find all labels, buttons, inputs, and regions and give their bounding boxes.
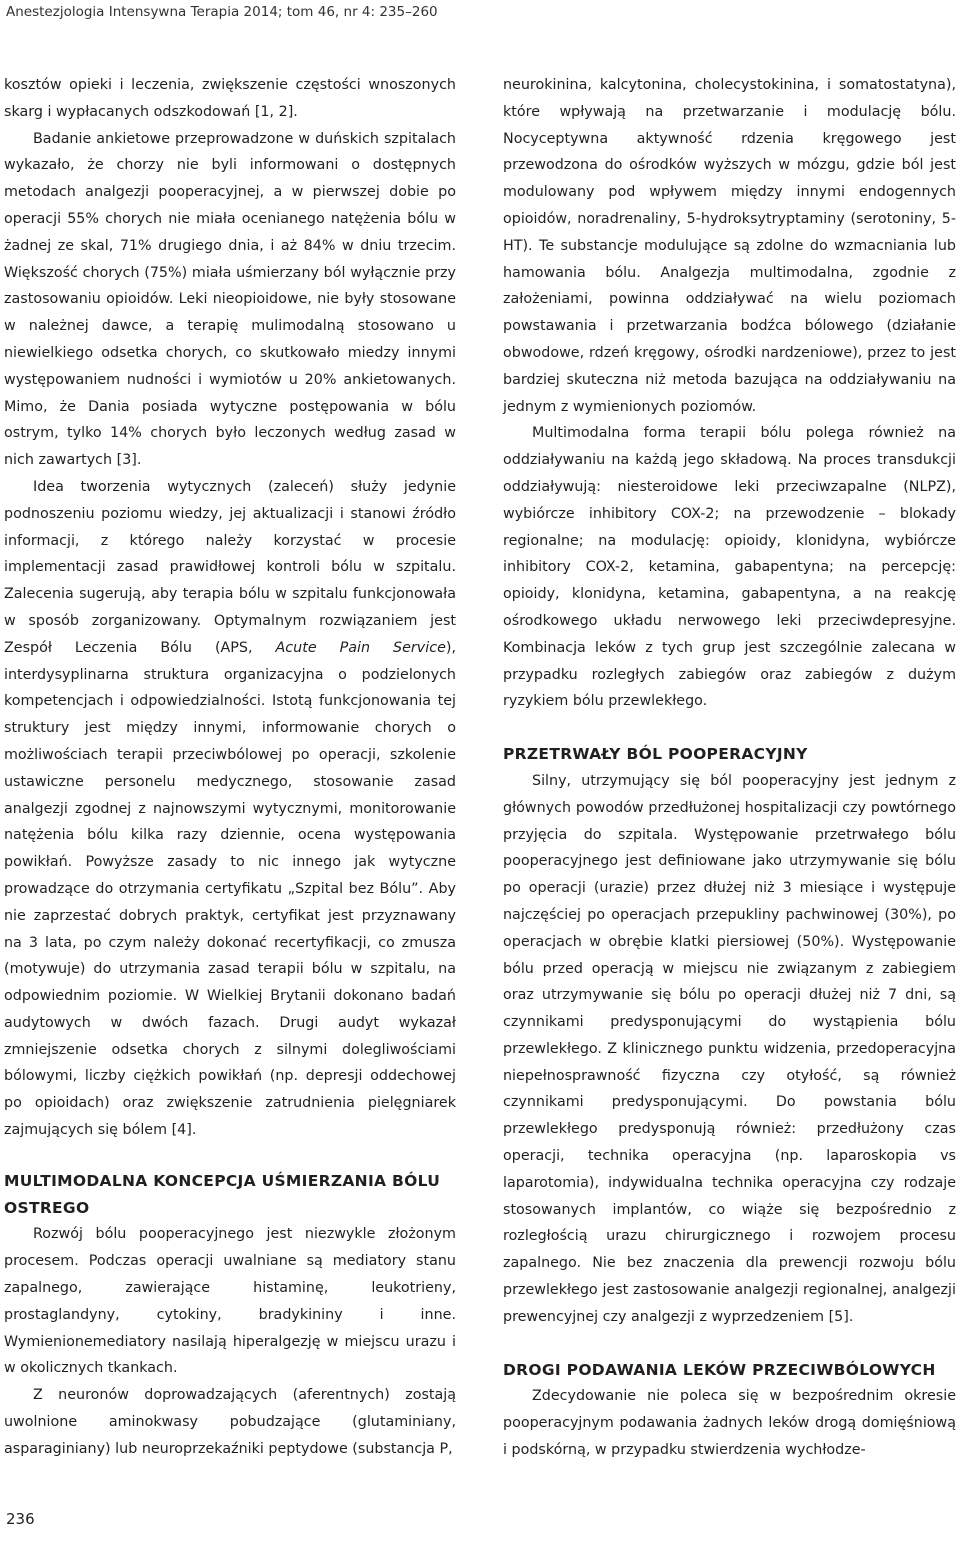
paragraph: Z neuronów doprowadzających (aferentnych) zostają uwolnione aminokwasy pobudzające (glutaminiany, asparaginiany) lub neuroprzekaźniki peptydowe (substancja P,: [4, 1387, 456, 1457]
paragraph-text: ), interdysyplinarna struktura organizacyjna o podzielonych kompetencjach i odpowiedzialności. Istotą funkcjonowania tej struktury jest między innymi, informowanie chorych o możliwościach terapii przeciwbólowej po operacji, szkolenie ustawiczne personelu medycznego, stosowanie zasad analgezji zgodnej z najnowszymi wytycznymi, monitorowanie natężenia bólu kilka razy dziennie, ocena występowania powikłań. Powyższe zasady to nic innego jak wytyczne prowadzące do otrzymania certyfikatu „Szpital bez Bólu”. Aby nie zaprzestać dobrych praktyk, certyfikat jest przyznawany na 3 lata, po czym należy dokonać recertyfikacji, co zmusza (motywuje) do utrzymania zasad terapii bólu w szpitalu, na odpowiednim poziomie. W Wielkiej Brytanii dokonano badań audytowych w dwóch fazach. Drugi audyt wykazał zmniejszenie odsetka chorych z silnymi dolegliwościami bólowymi, liczby ciężkich powikłań (np. depresji oddechowej po opioidach) oraz zwiększenie zatrudnienia pielęgniarek zajmujących się bólem [4].: [4, 639, 456, 1139]
paragraph: Badanie ankietowe przeprowadzone w duńskich szpitalach wykazało, że chorzy nie byli informowani o dostępnych metodach analgezji pooperacyjnej, a w pierwszej dobie po operacji 55% chorych nie miała ocenianego natężenia bólu w żadnej ze skal, 71% drugiego dnia, i aż 84% w dniu trzecim. Większość chorych (75%) miała uśmierzany ból wyłącznie przy zastosowaniu opioidów. Leki nieopioidowe, nie były stosowane w należnej dawce, a terapię mulimodalną stosowano u niewielkiego odsetka chorych, co skutkowało miedzy innymi występowaniem nudności i wymiotów u 20% ankietowanych. Mimo, że Dania posiada wytyczne postępowania w bólu ostrym, tylko 14% chorych było leczonych według zasad w nich zawartych [3].: [4, 130, 456, 469]
paragraph: Silny, utrzymujący się ból pooperacyjny jest jednym z głównych powodów przedłużonej hospitalizacji czy powtórnego przyjęcia do szpitala. Występowanie przetrwałego bólu pooperacyjnego jest definiowane jako utrzymywanie się bólu po operacji (urazie) przez dłużej niż 3 miesiące i występuje najczęściej po operacjach przepukliny pachwinowej (30%), po operacjach w obrębie klatki piersiowej (50%). Występowanie bólu przed operacją w miejscu nie związanym z zabiegiem oraz utrzymywanie się bólu po operacji dłużej niż 7 dni, są czynnikami predysponującymi do wystąpienia bólu przewlekłego. Z klinicznego punktu widzenia, przedoperacyjna niepełnosprawność fizyczna czy otyłość, są również czynnikami predysponującymi. Do powstania bólu przewlekłego predysponują również: przedłużony czas operacji, technika operacyjna (np. laparoskopia vs laparotomia), indywidualna technika operacyjna czy rodzaje stosowanych implantów, co wiąże się bezpośrednio z rozległością urazu chirurgicznego i rozwojem procesu zapalnego. Nie bez znaczenia dla prewencji rozwoju bólu przewlekłego jest zastosowanie analgezji regionalnej, analgezji prewencyjnej czy analgezji z wyprzedzeniem [5].: [503, 772, 956, 1325]
paragraph-text: Idea tworzenia wytycznych (zaleceń) służy jedynie podnoszeniu poziomu wiedzy, jej aktualizacji i stanowi źródło informacji, z którego należy korzystać w procesie implementacji zasad prawidłowej kontroli bólu w szpitalu. Zalecenia sugerują, aby terapia bólu w szpitalu funkcjonowała w sposób zorganizowany. Optymalnym rozwiązaniem jest Zespół Leczenia Bólu (APS,: [4, 478, 456, 656]
paragraph: Rozwój bólu pooperacyjnego jest niezwykle złożonym procesem. Podczas operacji uwalniane są mediatory stanu zapalnego, zawierające histaminę, leukotrieny, prostaglandyny, cytokiny, bradykininy i inne. Wymienionemediatory nasilają hiperalgezję w miejscu urazu i w okolicznych tkankach.: [4, 1226, 456, 1377]
page-number: 236: [6, 1510, 35, 1528]
paragraph: [4, 474, 456, 1144]
section-heading: PRZETRWAŁY BÓL POOPERACYJNY: [503, 745, 808, 764]
left-column: [4, 72, 456, 1463]
paragraph: Zdecydowanie nie poleca się w bezpośrednim okresie pooperacyjnym podawania żadnych leków drogą domięśniową i podskórną, w przypadku stwierdzenia wychłodze-: [503, 1388, 956, 1459]
paragraph: neurokinina, kalcytonina, cholecystokinina, i somatostatyna), które wpływają na przetwarzanie i modulację bólu. Nocyceptywna aktywność rdzenia kręgowego jest przewodzona do ośrodków wyższych w mózgu, gdzie ból jest modulowany pod wpływem między innymi endogennych opioidów, noradrenaliny, 5-hydroksytryptaminy (serotoniny, 5-HT). Te substancje modulujące są zdolne do wzmacniania lub hamowania bólu. Analgezja multimodalna, zgodnie z założeniami, powinna oddziaływać na wielu poziomach powstawania i przetwarzania bodźca bólowego (działanie obwodowe, rdzeń kręgowy, ośrodki nardzeniowe), przez to jest bardziej skuteczna niż metoda bazująca na oddziaływaniu na jednym z wymienionych poziomów.: [503, 77, 956, 415]
section-heading: MULTIMODALNA KONCEPCJA UŚMIERZANIA BÓLU OSTREGO: [4, 1171, 441, 1217]
paragraph: kosztów opieki i leczenia, zwiększenie częstości wnoszonych skarg i wypłacanych odszkodowań [1, 2].: [4, 77, 456, 120]
section-heading: DROGI PODAWANIA LEKÓW PRZECIWBÓLOWYCH: [503, 1360, 936, 1379]
right-column: [503, 72, 956, 1464]
paragraph: Multimodalna forma terapii bólu polega również na oddziaływaniu na każdą jego składową. Na proces transdukcji oddziaływują: niesteroidowe leki przeciwzapalne (NLPZ), wybiórcze inhibitory COX-2; na przewodzenie – blokady regionalne; na modulację: opioidy, klonidyna, wybiórcze inhibitory COX-2, ketamina, gabapentyna; na percepcję: opioidy, klonidyna, ketamina, gabapentyna, a na reakcję ośrodkowego układu nerwowego leki przeciwdepresyjne. Kombinacja leków z tych grup jest szczególnie zalecana w przypadku rozległych zabiegów oraz zabiegów z dużym ryzykiem bólu przewlekłego.: [503, 425, 956, 710]
running-header: Anestezjologia Intensywna Terapia 2014; tom 46, nr 4: 235–260: [6, 4, 438, 20]
italic-term: Acute Pain Service: [275, 639, 446, 656]
